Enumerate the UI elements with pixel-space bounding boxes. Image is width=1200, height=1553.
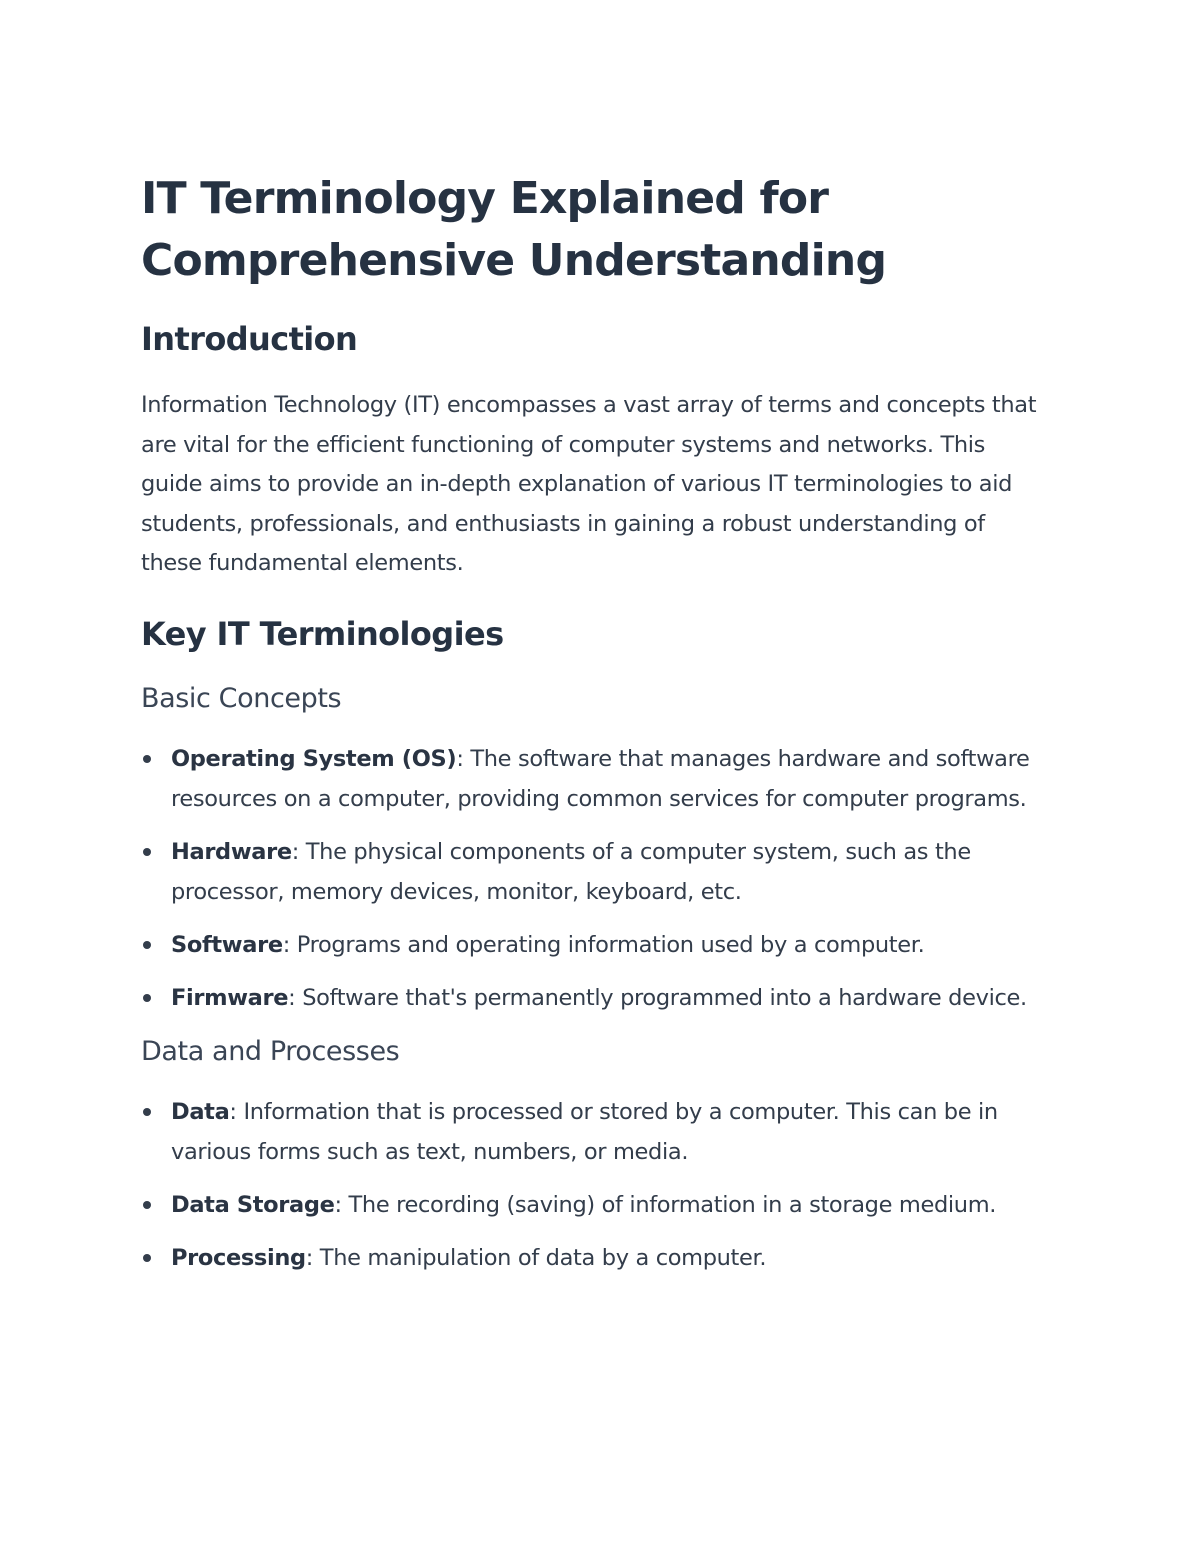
list-item — [141, 1092, 1061, 1172]
key-terms-heading: Key IT Terminologies — [141, 614, 504, 653]
term-definition: : The manipulation of data by a computer. — [305, 1244, 767, 1271]
term-definition: : Programs and operating information used by a computer. — [282, 931, 925, 958]
introduction-heading: Introduction — [141, 320, 358, 358]
list-item — [141, 832, 1061, 912]
document-title: IT Terminology Explained for Comprehensive Understanding — [141, 173, 887, 286]
data-processes-list — [141, 1092, 1061, 1278]
introduction-paragraph: Information Technology (IT) encompasses a vast array of terms and concepts that are vital for the efficient functioning of computer systems and networks. This guide aims to provide an in-depth explanation of various IT terminologies to aid students, professionals, and enthusiasts in gaining a robust understanding of these fundamental elements. — [141, 392, 1037, 576]
document-page — [141, 168, 1061, 1278]
bullet-icon — [143, 994, 151, 1002]
term-label: Firmware — [171, 984, 289, 1011]
bullet-icon — [143, 1254, 151, 1262]
term-definition: : Software that's permanently programmed into a hardware device. — [288, 984, 1027, 1011]
term-label: Processing — [171, 1244, 306, 1271]
list-item — [141, 925, 1061, 965]
bullet-icon — [143, 1201, 151, 1209]
list-item — [141, 1185, 1061, 1225]
term-label: Data Storage — [171, 1191, 335, 1218]
list-item — [141, 1238, 1061, 1278]
term-definition: : The software that manages hardware and software resources on a computer, providing common services for computer programs. — [171, 745, 1030, 812]
bullet-icon — [143, 941, 151, 949]
list-item — [141, 978, 1061, 1018]
term-label: Software — [171, 931, 283, 958]
term-definition: : The recording (saving) of information in a storage medium. — [334, 1191, 997, 1218]
basic-concepts-heading: Basic Concepts — [141, 682, 342, 714]
data-processes-heading: Data and Processes — [141, 1035, 400, 1067]
term-label: Hardware — [171, 838, 292, 865]
term-definition: : The physical components of a computer system, such as the processor, memory devices, monitor, keyboard, etc. — [171, 838, 971, 905]
bullet-icon — [143, 848, 151, 856]
bullet-icon — [143, 1108, 151, 1116]
term-label: Operating System (OS) — [171, 745, 457, 772]
term-definition: : Information that is processed or stored by a computer. This can be in various forms such as text, numbers, or media. — [171, 1098, 998, 1165]
term-label: Data — [171, 1098, 230, 1125]
list-item — [141, 739, 1061, 819]
basic-concepts-list — [141, 739, 1061, 1018]
bullet-icon — [143, 755, 151, 763]
